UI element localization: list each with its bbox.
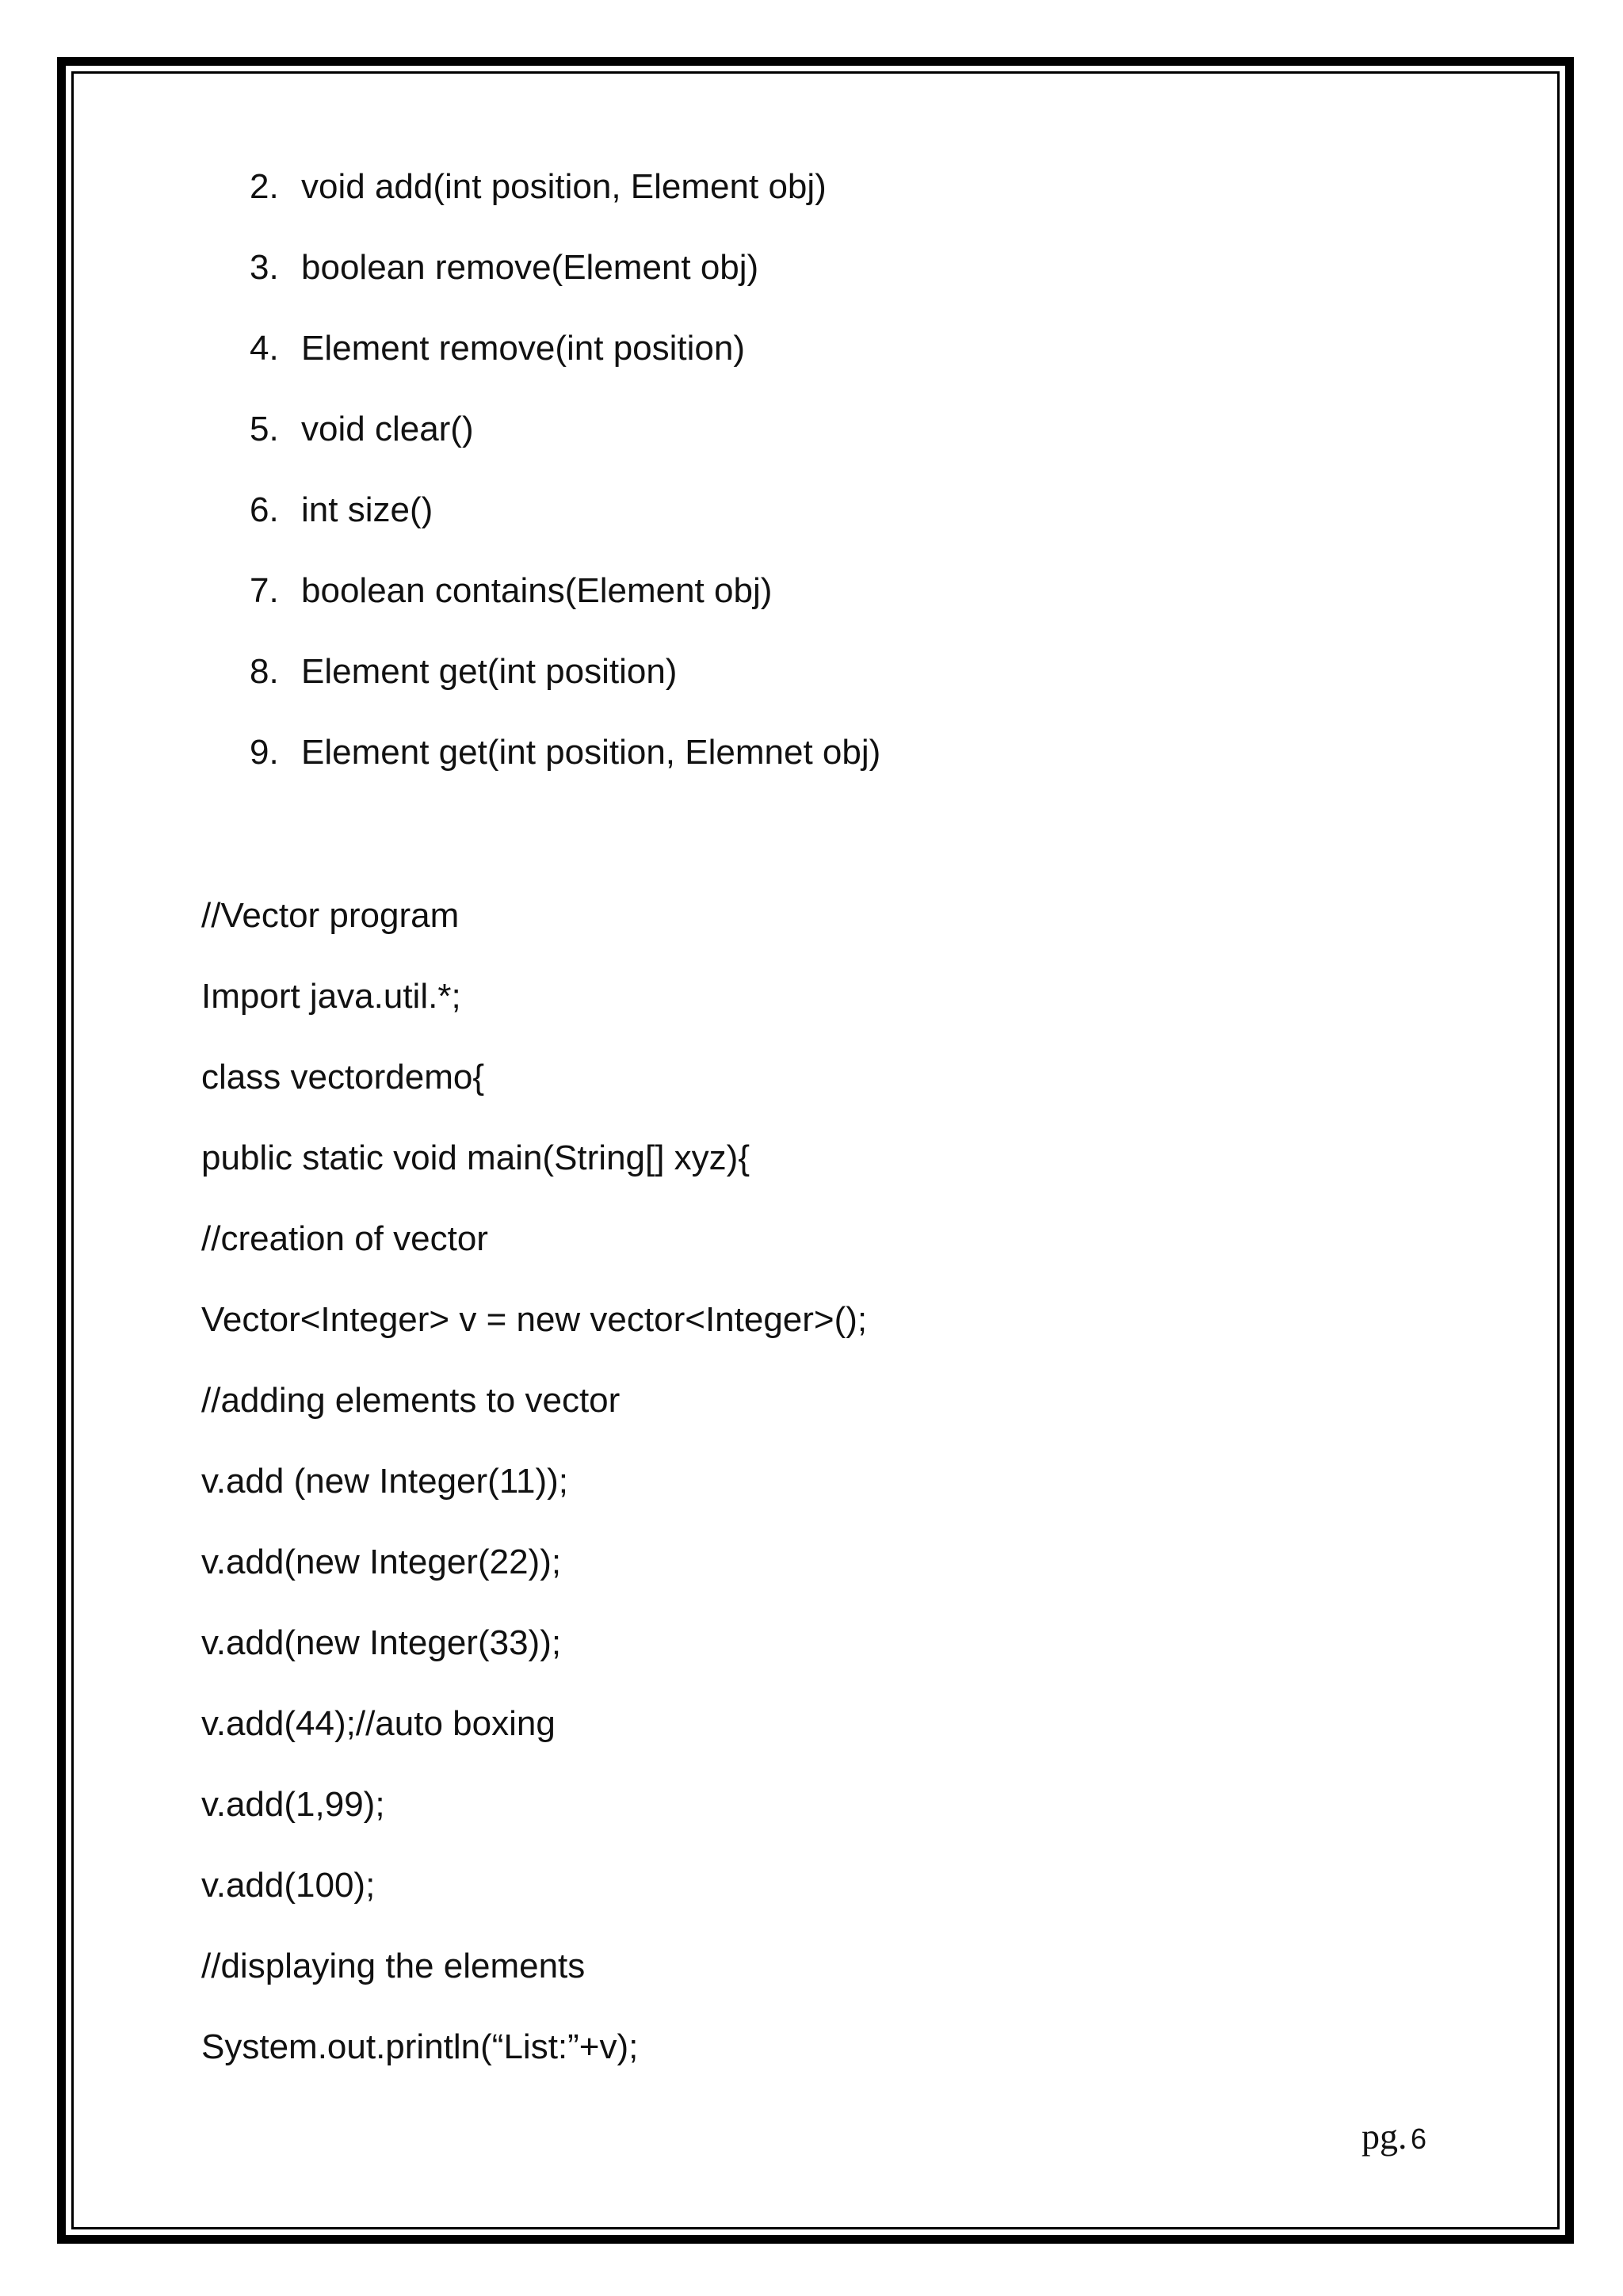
code-line: v.add(100); [201, 1866, 376, 1905]
page-number [1361, 2115, 1426, 2157]
code-line: v.add(new Integer(33)); [201, 1623, 562, 1662]
list-item-text: int size() [301, 490, 433, 529]
list-item-number: 8. [250, 652, 279, 691]
code-block [201, 891, 867, 2103]
list-item-number: 5. [250, 410, 279, 448]
list-item [250, 727, 880, 808]
method-list [250, 162, 880, 808]
code-line: v.add(new Integer(22)); [201, 1543, 562, 1581]
list-item [250, 323, 880, 404]
list-item [250, 404, 880, 485]
list-item-text: Element get(int position) [301, 652, 678, 691]
list-item-number: 7. [250, 571, 279, 610]
code-line: class vectordemo{ [201, 1058, 485, 1097]
code-line: v.add(44);//auto boxing [201, 1704, 556, 1743]
list-item-number: 6. [250, 490, 279, 529]
list-item [250, 566, 880, 646]
list-item-text: void clear() [301, 410, 474, 448]
code-line: //creation of vector [201, 1219, 488, 1258]
list-item-number: 4. [250, 329, 279, 368]
list-item-number: 9. [250, 733, 279, 772]
code-line: Vector<Integer> v = new vector<Integer>(); [201, 1300, 868, 1339]
list-item [250, 485, 880, 566]
list-item-number: 2. [250, 167, 279, 206]
code-line: v.add(1,99); [201, 1785, 385, 1824]
code-line: v.add (new Integer(11)); [201, 1462, 569, 1501]
code-line: Import java.util.*; [201, 977, 461, 1016]
code-line: //Vector program [201, 896, 460, 935]
code-line: public static void main(String[] xyz){ [201, 1138, 750, 1177]
code-line: //adding elements to vector [201, 1381, 621, 1420]
list-item-number: 3. [250, 248, 279, 287]
page-number-value: 6 [1410, 2122, 1426, 2155]
list-item-text: Element get(int position, Elemnet obj) [301, 733, 881, 772]
list-item-text: boolean contains(Element obj) [301, 571, 773, 610]
list-item-text: boolean remove(Element obj) [301, 248, 759, 287]
page-number-prefix: pg. [1361, 2116, 1407, 2157]
list-item-text: void add(int position, Element obj) [301, 167, 827, 206]
list-item [250, 646, 880, 727]
code-line: System.out.println(“List:”+v); [201, 2027, 639, 2066]
list-item-text: Element remove(int position) [301, 329, 746, 368]
list-item [250, 242, 880, 323]
code-line: //displaying the elements [201, 1947, 586, 1985]
list-item [250, 162, 880, 242]
